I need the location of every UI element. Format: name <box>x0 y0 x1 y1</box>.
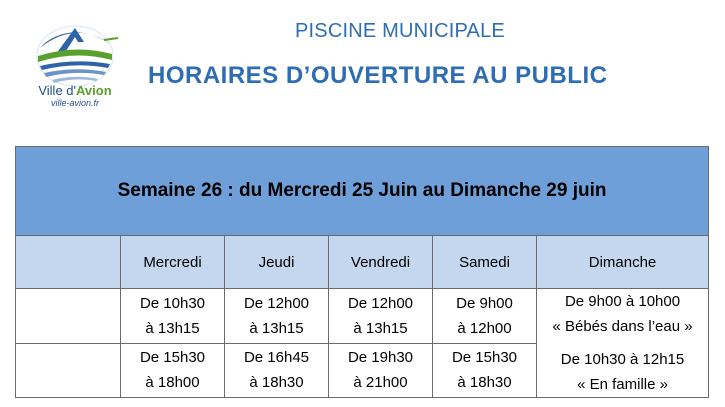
time-cell: De 12h00 à 13h15 <box>225 289 329 344</box>
week-title: Semaine 26 : du Mercredi 25 Juin au Dimanche 29 juin <box>16 147 709 236</box>
logo-text <box>30 84 120 108</box>
time-cell: De 12h00 à 13h15 <box>329 289 433 344</box>
week-row <box>16 147 709 236</box>
schedule-table <box>15 146 709 398</box>
day-header-dimanche: Dimanche <box>537 236 709 289</box>
time-cell: De 10h30 à 13h15 <box>121 289 225 344</box>
days-header-row <box>16 236 709 289</box>
logo-emblem-icon <box>28 18 123 90</box>
day-header-vendredi: Vendredi <box>329 236 433 289</box>
row-label-cell <box>16 289 121 344</box>
time-cell: De 9h00 à 12h00 <box>433 289 537 344</box>
table-row <box>16 289 709 344</box>
logo-url: ville-avion.fr <box>50 98 99 108</box>
day-header-mercredi: Mercredi <box>121 236 225 289</box>
sunday-slot1-label: « Bébés dans l’eau » <box>552 318 693 335</box>
logo-city-name: Ville d'Avion <box>38 83 112 98</box>
day-header-samedi: Samedi <box>433 236 537 289</box>
page-title: HORAIRES D’OUVERTURE AU PUBLIC <box>148 62 608 89</box>
sunday-slot2-label: « En famille » <box>577 376 668 393</box>
row-label-cell <box>16 343 121 398</box>
time-cell: De 15h30 à 18h00 <box>121 343 225 398</box>
page-subtitle: PISCINE MUNICIPALE <box>295 20 505 42</box>
time-cell: De 15h30 à 18h30 <box>433 343 537 398</box>
sunday-slot1-time: De 9h00 à 10h00 <box>564 293 681 310</box>
time-cell: De 16h45 à 18h30 <box>225 343 329 398</box>
sunday-cell <box>537 289 709 398</box>
time-cell: De 19h30 à 21h00 <box>329 343 433 398</box>
sunday-slot2-time: De 10h30 à 12h15 <box>560 351 685 368</box>
empty-header-cell <box>16 236 121 289</box>
day-header-jeudi: Jeudi <box>225 236 329 289</box>
